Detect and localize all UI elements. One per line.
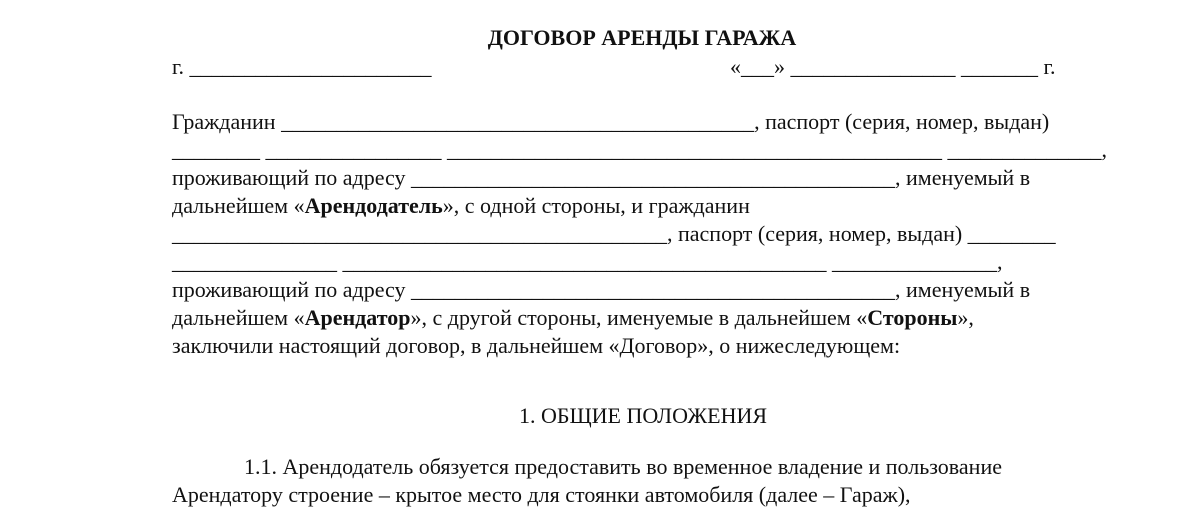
clause-1-1-line-1: 1.1. Арендодатель обязуется предоставить во временное владение и пользование	[244, 454, 1002, 479]
tenant-line-4	[172, 304, 974, 332]
tenant-line-4-pre: дальнейшем «	[172, 305, 305, 330]
tenant-line-2: _______________ ____________________________________________ _______________,	[172, 249, 1003, 274]
tenant-line-4-post: »,	[957, 305, 974, 330]
clause-1-1-line-2: Арендатору строение – крытое место для стоянки автомобиля (далее – Гараж),	[172, 482, 911, 507]
landlord-line-3: проживающий по адресу ____________________________________________, именуемый в	[172, 165, 1031, 190]
agreement-line: заключили настоящий договор, в дальнейшем «Договор», о нижеследующем:	[172, 333, 901, 358]
landlord-line-4-pre: дальнейшем «	[172, 193, 305, 218]
city-line: г. ______________________	[172, 54, 432, 79]
parties-term: Стороны	[867, 305, 958, 330]
tenant-term: Арендатор	[304, 305, 411, 330]
landlord-line-1: Гражданин ___________________________________________, паспорт (серия, номер, выдан)	[172, 109, 1050, 134]
landlord-line-2: ________ ________________ _____________________________________________ ______________,	[172, 137, 1107, 162]
landlord-term: Арендодатель	[304, 193, 443, 218]
document-title: ДОГОВОР АРЕНДЫ ГАРАЖА	[487, 25, 797, 50]
section-1-heading: 1. ОБЩИЕ ПОЛОЖЕНИЯ	[518, 403, 768, 428]
landlord-line-4	[172, 192, 750, 220]
tenant-line-3: проживающий по адресу ____________________________________________, именуемый в	[172, 277, 1031, 302]
tenant-line-1: _____________________________________________, паспорт (серия, номер, выдан) ________	[172, 221, 1056, 246]
landlord-line-4-post: », с одной стороны, и гражданин	[442, 193, 750, 218]
date-line: «___» _______________ _______ г.	[730, 54, 1056, 79]
tenant-line-4-mid: », с другой стороны, именуемые в дальнейшем «	[410, 305, 868, 330]
